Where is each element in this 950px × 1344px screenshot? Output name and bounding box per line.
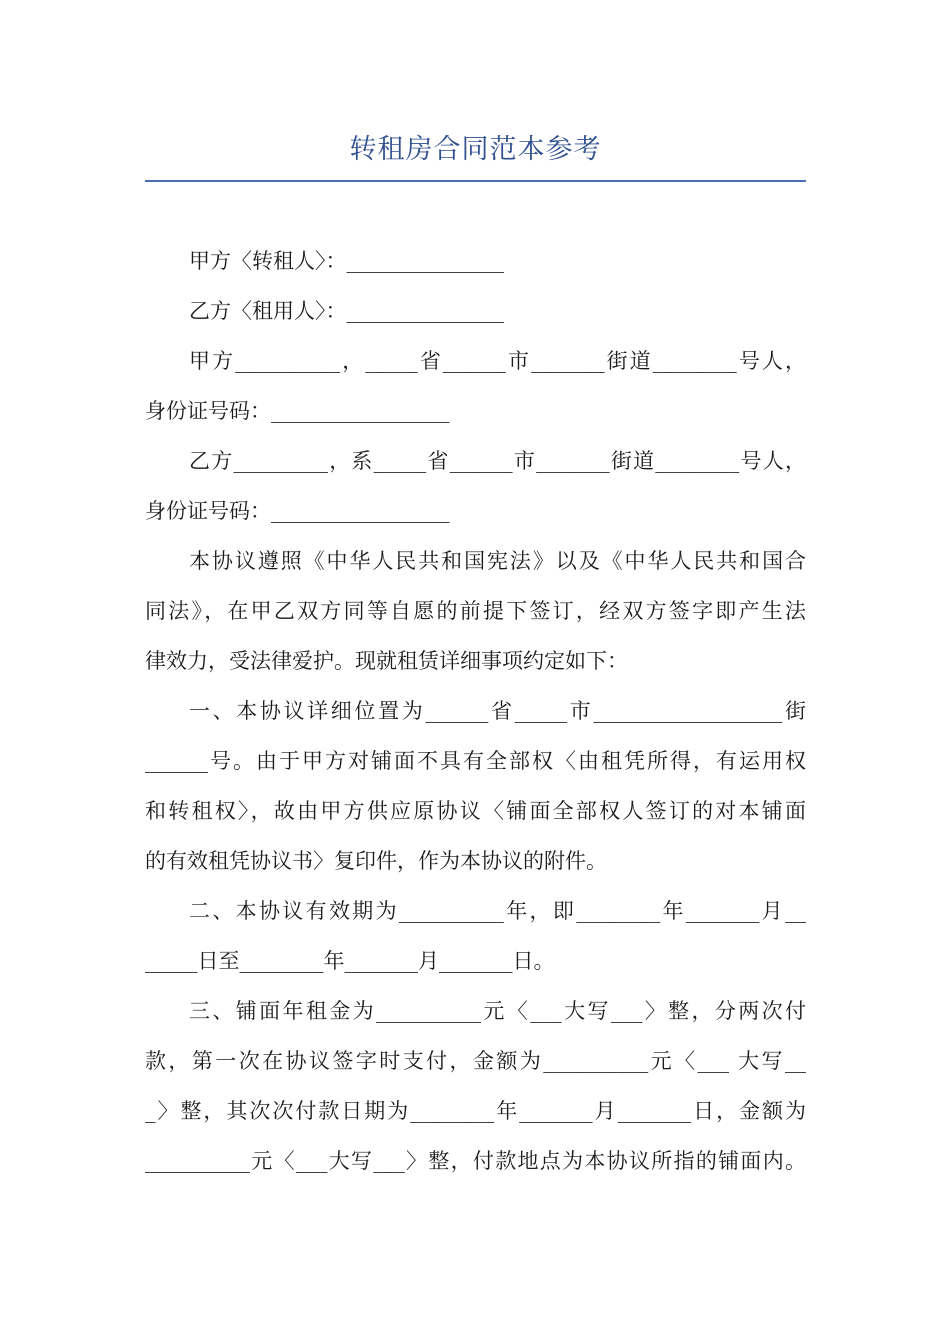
clause-3-line-3: _〉整，其次次付款日期为________年_______月_______日，金额为 [145, 1099, 806, 1123]
clause-1-line-3: 和转租权〉，故由甲方供应原协议〈铺面全部权人签订的对本铺面 [145, 799, 806, 823]
preamble-line-3: 律效力，受法律爱护。现就租赁详细事项约定如下： [145, 649, 628, 673]
title-divider [145, 180, 806, 182]
party-a-address-line: 甲方__________，_____省______市_______街道________号人， [189, 349, 806, 373]
clause-3-line-2: 款，第一次在协议签字时支付，金额为__________元〈___ 大写__ [145, 1049, 806, 1073]
clause-1-line-1: 一、本协议详细位置为______省_____市__________________街 [189, 699, 806, 723]
party-b-address-line: 乙方_________，系_____省______市_______街道________号人， [189, 449, 806, 473]
clause-3-line-1: 三、铺面年租金为__________元〈___大写___〉整，分两次付 [189, 999, 806, 1023]
clause-1-line-2: ______号。由于甲方对铺面不具有全部权〈由租凭所得，有运用权 [145, 749, 806, 773]
party-a-id-line: 身份证号码：_________________ [145, 399, 450, 423]
clause-3-line-4: __________元〈___大写___〉整，付款地点为本协议所指的铺面内。 [145, 1149, 806, 1173]
document-body [145, 236, 806, 1186]
preamble-line-1: 本协议遵照《中华人民共和国宪法》以及《中华人民共和国合 [189, 549, 806, 573]
document-title: 转租房合同范本参考 [349, 134, 602, 165]
party-b-line: 乙方〈租用人〉：_______________ [189, 299, 504, 323]
party-a-line: 甲方〈转租人〉：_______________ [189, 249, 504, 273]
clause-2-line-1: 二、本协议有效期为__________年，即________年_______月__ [189, 899, 806, 923]
clause-1-line-4: 的有效租凭协议书〉复印件，作为本协议的附件。 [145, 849, 607, 873]
preamble-line-2: 同法》，在甲乙双方同等自愿的前提下签订，经双方签字即产生法 [145, 599, 806, 623]
clause-2-line-2: _____日至________年_______月_______日。 [145, 949, 555, 973]
party-b-id-line: 身份证号码：_________________ [145, 499, 450, 523]
